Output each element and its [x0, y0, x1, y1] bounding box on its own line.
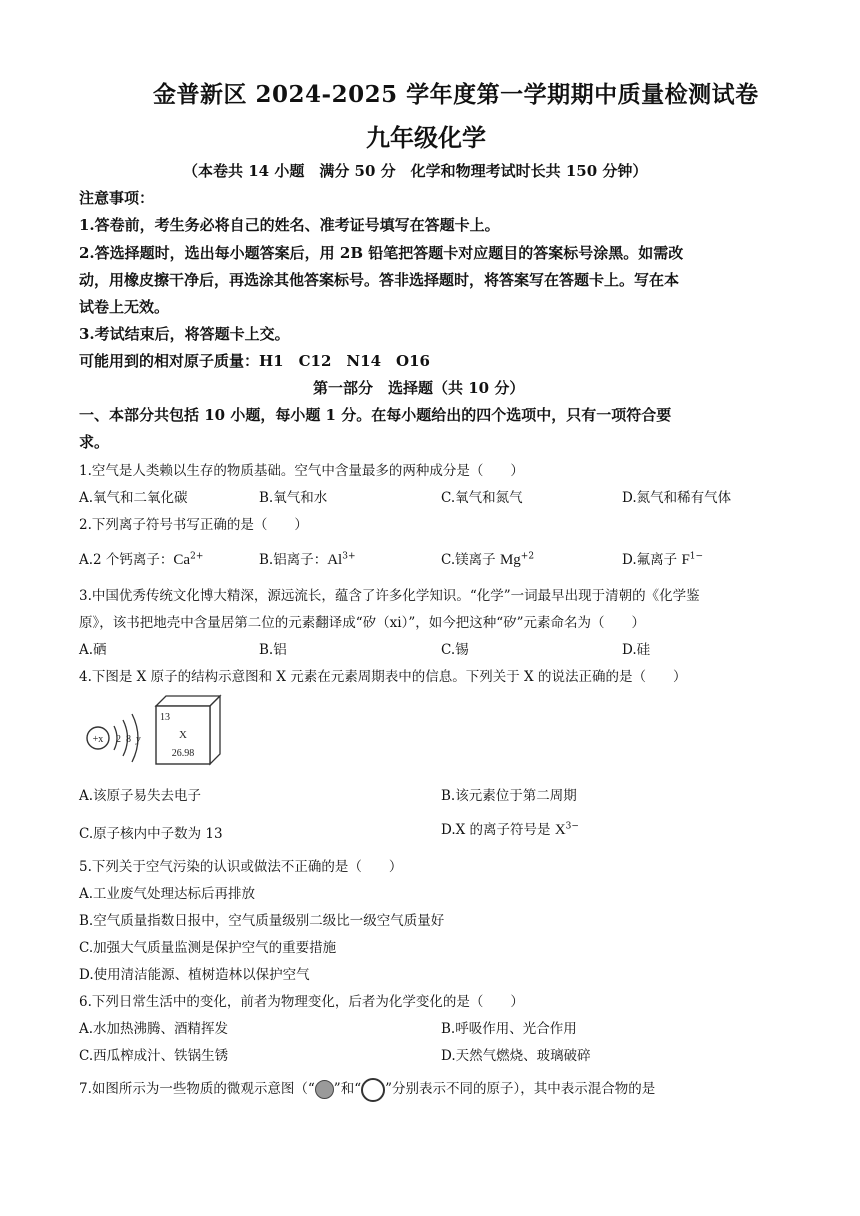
- option-text: A.2 个钙离子：: [79, 552, 174, 568]
- question-3-option-a: A.硒: [79, 642, 107, 658]
- question-3-stem-line-1: 3.中国优秀传统文化博大精深，源远流长，蕴含了许多化学知识。“化学”一词最早出现于清朝的《化学鉴: [79, 588, 700, 604]
- element-box-side: [210, 696, 220, 764]
- option-text: C.镁离子: [441, 552, 500, 568]
- shell-1-count: 2: [116, 734, 121, 745]
- nucleus-label: +x: [92, 734, 104, 745]
- element-box-top: [156, 696, 220, 706]
- question-1-option-b: B.氧气和水: [259, 490, 328, 506]
- question-1-option-d: D.氮气和稀有气体: [622, 490, 732, 506]
- question-2-option-b: [259, 548, 356, 569]
- ion-charge: +2: [520, 551, 535, 562]
- question-4-option-a: A.该原子易失去电子: [79, 788, 202, 804]
- ion-charge: 2+: [190, 551, 204, 562]
- question-3-stem-line-2: 原》，该书把地壳中含量居第二位的元素翻译成“矽（xi）”，如今把这种“矽”元素命名为（ ）: [79, 615, 646, 631]
- ion-symbol: Mg: [499, 552, 521, 568]
- ion-charge: 3−: [565, 821, 579, 832]
- notes-heading: 注意事项：: [79, 189, 155, 207]
- atomic-mass: 26.98: [171, 748, 195, 759]
- question-1-option-c: C.氧气和氮气: [441, 490, 523, 506]
- atom-diagram: [80, 690, 230, 770]
- notes-item-2-line-2: 动，用橡皮擦干净后，再选涂其他答案标号。答非选择题时，将答案写在答题卡上。写在本: [79, 271, 680, 289]
- stem-text: ”分别表示不同的原子），其中表示混合物的是: [385, 1081, 656, 1097]
- exam-subtitle: 九年级化学: [366, 123, 486, 152]
- question-5-option-d: D.使用清洁能源、植树造林以保护空气: [79, 967, 310, 983]
- question-4-option-b: B.该元素位于第二周期: [441, 788, 577, 804]
- question-2-option-a: [79, 548, 203, 569]
- question-7-stem: [79, 1077, 655, 1102]
- question-2-stem: 2.下列离子符号书写正确的是（ ）: [79, 517, 308, 533]
- question-1-option-a: A.氧气和二氧化碳: [79, 490, 188, 506]
- question-1-stem: 1.空气是人类赖以生存的物质基础。空气中含量最多的两种成分是（ ）: [79, 463, 524, 479]
- part1-instructions-line-2: 求。: [79, 433, 110, 451]
- question-2-option-d: [622, 548, 703, 569]
- question-2-option-c: [441, 548, 534, 569]
- question-6-option-c: C.西瓜榨成汁、铁锅生锈: [79, 1048, 229, 1064]
- option-text: B.铝离子：: [259, 552, 328, 568]
- question-6-stem: 6.下列日常生活中的变化，前者为物理变化，后者为化学变化的是（ ）: [79, 994, 524, 1010]
- stem-text: ”和“: [333, 1081, 362, 1097]
- notes-item-3: 3.考试结束后，将答题卡上交。: [79, 325, 290, 343]
- notes-item-1: 1.答卷前，考生务必将自己的姓名、准考证号填写在答题卡上。: [79, 216, 500, 234]
- stem-text: 7.如图所示为一些物质的微观示意图（“: [79, 1081, 315, 1097]
- option-text: D.X 的离子符号是: [441, 822, 555, 838]
- exam-title: 金普新区 2024-2025 学年度第一学期期中质量检测试卷: [153, 81, 759, 108]
- shell-2-count: 8: [126, 734, 131, 745]
- question-3-option-b: B.铝: [259, 642, 287, 658]
- question-5-option-a: A.工业废气处理达标后再排放: [79, 886, 256, 902]
- part1-instructions-line-1: 一、本部分共包括 10 小题，每小题 1 分。在每小题给出的四个选项中，只有一项符合要: [79, 406, 672, 424]
- white-atom-icon: [361, 1078, 385, 1102]
- notes-item-2-line-3: 试卷上无效。: [79, 298, 170, 316]
- element-symbol: X: [179, 729, 187, 741]
- question-4-stem: 4.下图是 X 原子的结构示意图和 X 元素在元素周期表中的信息。下列关于 X 的说法正确的是（ ）: [79, 669, 687, 685]
- gray-atom-icon: [315, 1080, 334, 1099]
- exam-meta: （本卷共 14 小题 满分 50 分 化学和物理考试时长共 150 分钟）: [183, 162, 648, 180]
- ion-charge: 1−: [689, 551, 704, 562]
- atom-structure-figure: [80, 690, 230, 770]
- question-4-option-c: C.原子核内中子数为 13: [79, 826, 223, 842]
- question-4-option-d: [441, 818, 579, 839]
- ion-symbol: X: [554, 822, 566, 838]
- ion-charge: 3+: [342, 551, 356, 562]
- ion-symbol: F: [681, 552, 690, 568]
- shell-3-count: y: [136, 734, 141, 745]
- question-3-option-c: C.锡: [441, 642, 469, 658]
- question-6-option-a: A.水加热沸腾、酒精挥发: [79, 1021, 229, 1037]
- ion-symbol: Ca: [173, 552, 191, 568]
- question-6-option-b: B.呼吸作用、光合作用: [441, 1021, 577, 1037]
- option-text: D.氟离子: [622, 552, 682, 568]
- notes-item-2-line-1: 2.答选择题时，选出每小题答案后，用 2B 铅笔把答题卡对应题目的答案标号涂黑。如需改: [79, 244, 684, 262]
- question-5-option-b: B.空气质量指数日报中，空气质量级别二级比一级空气质量好: [79, 913, 445, 929]
- atomic-masses: 可能用到的相对原子质量：H1 C12 N14 O16: [79, 352, 430, 370]
- question-5-option-c: C.加强大气质量监测是保护空气的重要措施: [79, 940, 337, 956]
- question-5-stem: 5.下列关于空气污染的认识或做法不正确的是（ ）: [79, 859, 403, 875]
- part1-heading: 第一部分 选择题（共 10 分）: [313, 379, 525, 397]
- question-6-option-d: D.天然气燃烧、玻璃破碎: [441, 1048, 591, 1064]
- atomic-number: 13: [160, 712, 170, 723]
- question-3-option-d: D.硅: [622, 642, 651, 658]
- ion-symbol: Al: [327, 552, 343, 568]
